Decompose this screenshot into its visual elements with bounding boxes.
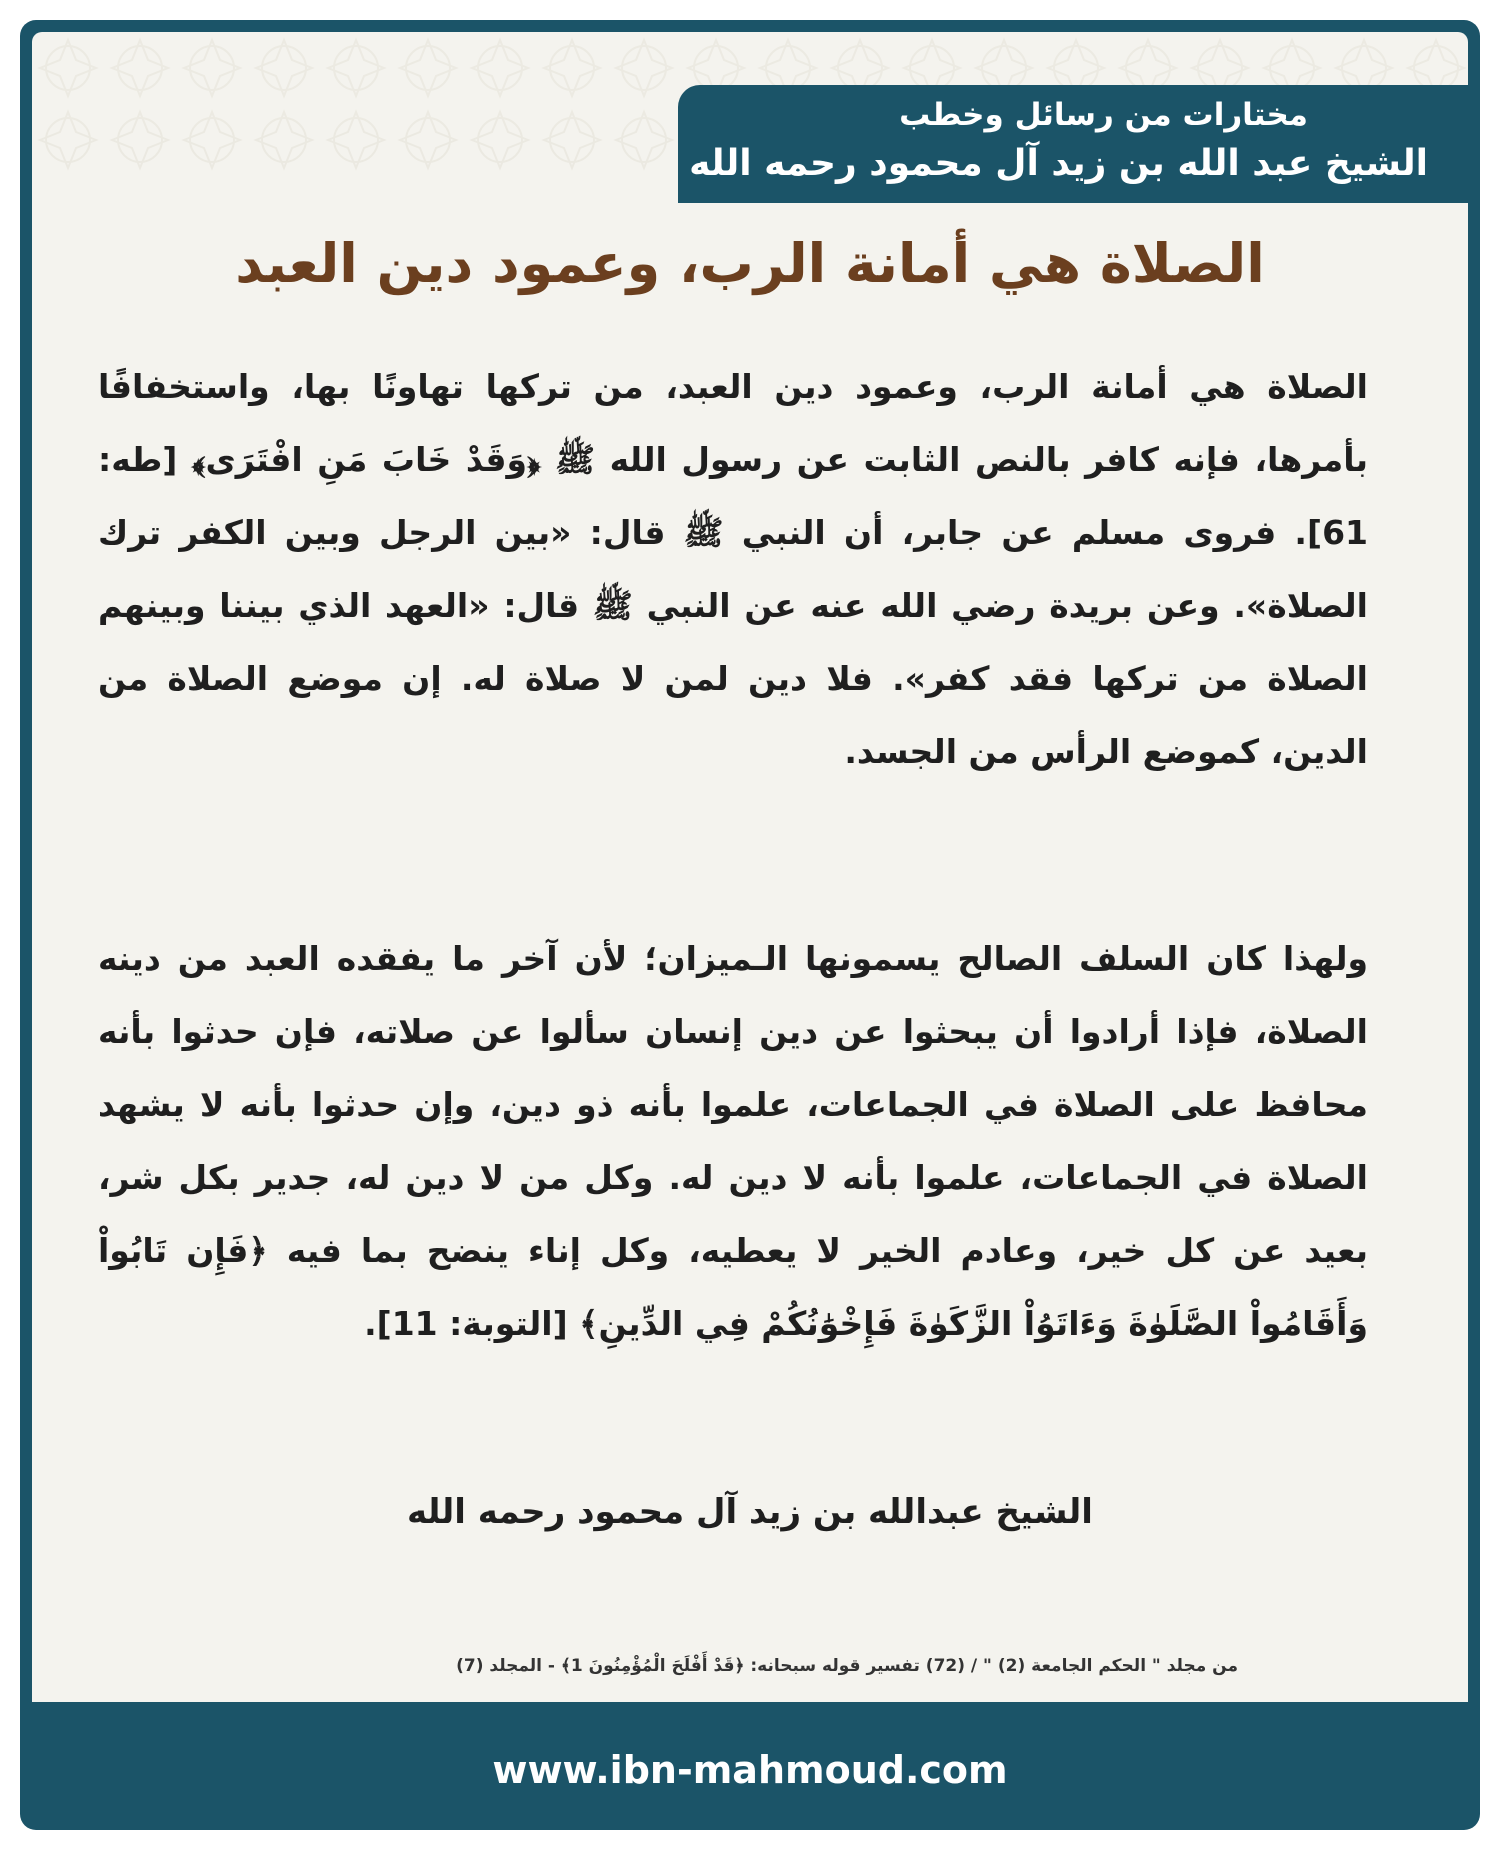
header-author: الشيخ عبد الله بن زيد آل محمود رحمه الله [689, 143, 1428, 184]
paragraph-2: ولهذا كان السلف الصالح يسمونها الـميزان؛ لأن آخر ما يفقده العبد من دينه الصلاة، فإذا أرادوا أن يبحثوا عن دين إنسان سألوا عن صلاته، فإن حدثوا بأنه محافظ على الصلاة في الجماعات، علموا بأنه ذو دين، وإن حدثوا بأنه لا يشهد الصلاة في الجماعات، علموا بأنه لا دين له. وكل من لا دين له، جدير بكل شر، بعيد عن كل خير، وعادم الخير لا يعطيه، وكل إناء ينضح بما فيه ﴿فَإِن تَابُواْ وَأَقَامُواْ الصَّلَوٰةَ وَءَاتَوُاْ الزَّكَوٰةَ فَإِخْوَٰنُكُمْ فِي الدِّينِ﴾ [التوبة: 11]. [98, 939, 1368, 1343]
signature: الشيخ عبدالله بن زيد آل محمود رحمه الله [407, 1492, 1093, 1532]
page-title: الصلاة هي أمانة الرب، وعمود دين العبد [235, 232, 1265, 295]
content-panel [32, 32, 1468, 1702]
source-note: من مجلد " الحكم الجامعة (2) " / (72) تفسير قوله سبحانه: ﴿قَدْ أَفْلَحَ الْمُؤْمِنُونَ 1﴾ - المجلد (7) [456, 1656, 1238, 1676]
website-link[interactable]: www.ibn-mahmoud.com [492, 1748, 1008, 1792]
paragraph-1: الصلاة هي أمانة الرب، وعمود دين العبد، من تركها تهاونًا بها، واستخفافًا بأمرها، فإنه كافر بالنص الثابت عن رسول الله ﷺ ﴿وَقَدْ خَابَ مَنِ افْتَرَى﴾ [طه: 61]. فروى مسلم عن جابر، أن النبي ﷺ قال: «بين الرجل وبين الكفر ترك الصلاة». وعن بريدة رضي الله عنه عن النبي ﷺ قال: «العهد الذي بيننا وبينهم الصلاة من تركها فقد كفر». فلا دين لمن لا صلاة له. إن موضع الصلاة من الدين، كموضع الرأس من الجسد. [98, 367, 1368, 771]
header-banner [678, 85, 1468, 203]
header-subtitle: مختارات من رسائل وخطب [899, 97, 1308, 133]
